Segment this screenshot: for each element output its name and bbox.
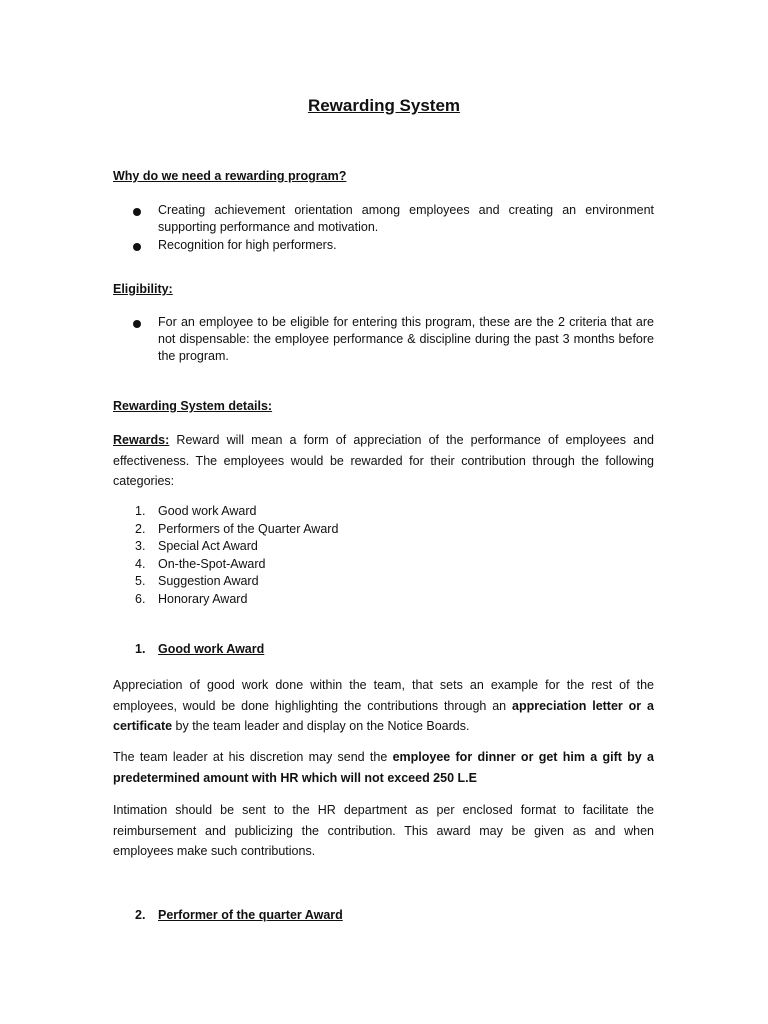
eligibility-bullet-1: For an employee to be eligible for entering this program, these are the 2 criteria that are not dispensable: the employee performance & discipline during the past 3 months before the program.	[158, 315, 654, 363]
section1-paragraph-1	[113, 675, 654, 737]
section2-number: 2.	[135, 908, 146, 922]
section1-p1-text-end: by the team leader and display on the Notice Boards.	[172, 719, 470, 733]
category-item: Good work Award	[158, 504, 257, 518]
section1-p1-text: Appreciation of good work done within the team, that sets an example for the rest of the employees, would be done highlighting the contributions through an	[113, 678, 654, 713]
category-num: 5.	[135, 574, 146, 588]
section1-paragraph-3: Intimation should be sent to the HR department as per enclosed format to facilitate the reimbursement and publicizing the contribution. This award may be given as and when employees make such contributions.	[113, 803, 654, 858]
rewards-label: Rewards:	[113, 433, 170, 447]
category-num: 4.	[135, 557, 146, 571]
category-item: Performers of the Quarter Award	[158, 522, 339, 536]
why-heading: Why do we need a rewarding program?	[113, 169, 347, 183]
section1-paragraph-2	[113, 747, 654, 788]
bullet-icon	[133, 208, 141, 216]
section1-p2-bold: employee for dinner or get him a gift by a predetermined amount with HR which will not exceed 250 L.E	[113, 750, 654, 785]
section1-heading: Good work Award	[158, 642, 265, 656]
page-title: Rewarding System	[307, 96, 461, 115]
bullet-icon	[133, 243, 141, 251]
details-heading: Rewarding System details:	[113, 399, 273, 413]
why-bullet-2: Recognition for high performers.	[158, 238, 337, 252]
category-item: Special Act Award	[158, 539, 258, 553]
category-item: Suggestion Award	[158, 574, 259, 588]
category-num: 3.	[135, 539, 146, 553]
category-item: Honorary Award	[158, 592, 248, 606]
category-num: 1.	[135, 504, 146, 518]
why-bullet-1: Creating achievement orientation among employees and creating an environment supporting performance and motivation.	[158, 203, 654, 234]
section1-number: 1.	[135, 642, 146, 656]
rewards-text: Reward will mean a form of appreciation of the performance of employees and effectiveness. The employees would be rewarded for their contribution through the following categories:	[113, 433, 654, 488]
section2-heading: Performer of the quarter Award	[158, 908, 343, 922]
category-item: On-the-Spot-Award	[158, 557, 266, 571]
section1-p1-bold: appreciation letter or a certificate	[113, 698, 654, 733]
eligibility-heading: Eligibility:	[113, 282, 173, 296]
section1-p2-text: The team leader at his discretion may send the	[113, 750, 393, 764]
category-num: 2.	[135, 522, 146, 536]
rewards-paragraph	[113, 430, 654, 492]
bullet-icon	[133, 320, 141, 328]
category-num: 6.	[135, 592, 146, 606]
